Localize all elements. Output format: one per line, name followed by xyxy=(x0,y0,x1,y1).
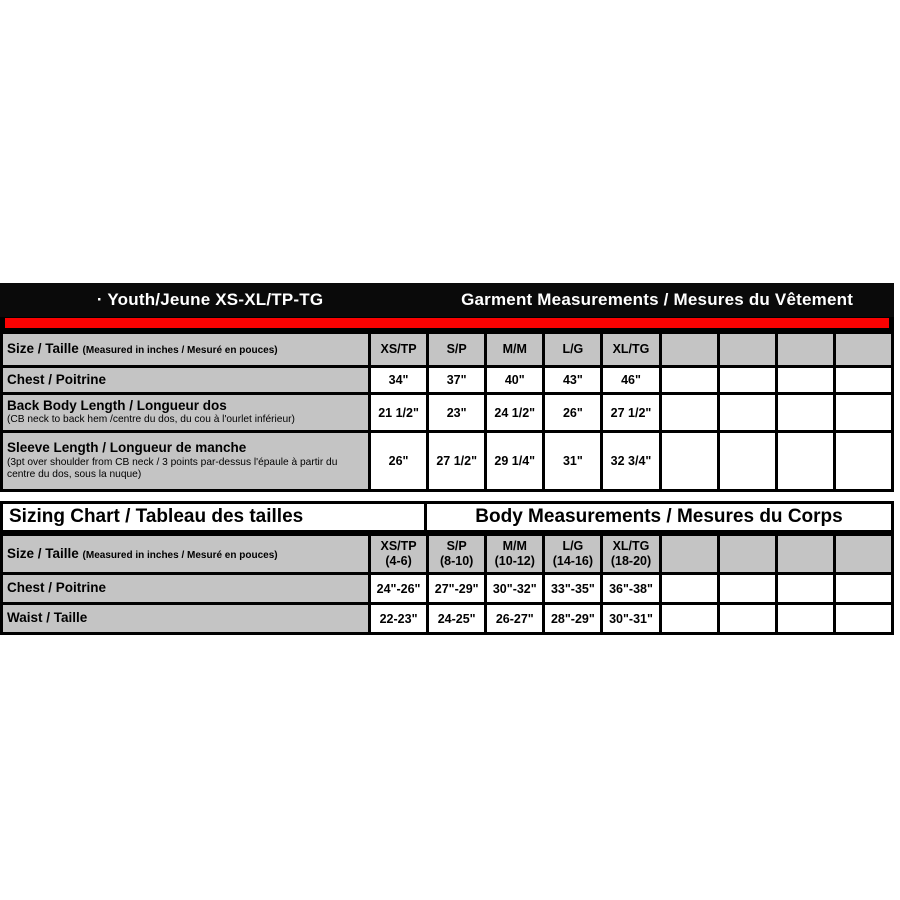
size-column-header: L/G (14-16) xyxy=(544,535,602,574)
garment-table-title: · Youth/Jeune XS-XL/TP-TG xyxy=(96,290,324,309)
empty-header-cell xyxy=(718,535,776,574)
empty-header-cell xyxy=(834,535,892,574)
body-table-title: Sizing Chart / Tableau des tailles xyxy=(3,504,427,530)
empty-header-cell xyxy=(660,333,718,367)
measurement-row-label-cell xyxy=(2,574,370,604)
size-column-header: M/M (10-12) xyxy=(486,535,544,574)
size-column-header: S/P xyxy=(428,333,486,367)
red-divider-stripe xyxy=(0,317,894,331)
empty-value-cell xyxy=(660,394,718,432)
empty-value-cell xyxy=(834,432,892,491)
empty-header-cell xyxy=(776,333,834,367)
empty-header-cell xyxy=(834,333,892,367)
measurement-value-cell: 30"-31" xyxy=(602,604,660,634)
measurement-value-cell: 26" xyxy=(370,432,428,491)
measurement-value-cell: 27"-29" xyxy=(428,574,486,604)
size-row-label: Size / Taille xyxy=(7,341,83,357)
table-gap xyxy=(0,492,894,501)
measurement-value-cell: 33"-35" xyxy=(544,574,602,604)
measurement-value-cell: 24-25" xyxy=(428,604,486,634)
measurement-row-label: Chest / Poitrine xyxy=(7,371,107,387)
measurement-value-cell: 27 1/2" xyxy=(602,394,660,432)
measurement-value-cell: 24"-26" xyxy=(370,574,428,604)
measurement-value-cell: 34" xyxy=(370,367,428,394)
measurement-row-sublabel: (3pt over shoulder from CB neck / 3 points par-dessus l'épaule à partir du centre du dos, sous la nuque) xyxy=(7,456,338,480)
empty-value-cell xyxy=(718,394,776,432)
measurement-row-label: Waist / Taille xyxy=(7,610,88,626)
body-measurements-table xyxy=(0,533,894,635)
size-column-header: S/P (8-10) xyxy=(428,535,486,574)
size-row-label-cell xyxy=(2,535,370,574)
size-row-note: (Measured in inches / Mesuré en pouces) xyxy=(82,549,278,561)
measurement-value-cell: 21 1/2" xyxy=(370,394,428,432)
measurement-row-sublabel: (CB neck to back hem /centre du dos, du cou à l'ourlet inférieur) xyxy=(7,414,295,426)
measurement-value-cell: 29 1/4" xyxy=(486,432,544,491)
body-table-header-row xyxy=(0,501,894,533)
body-measurements-section xyxy=(0,501,894,635)
body-table-heading: Body Measurements / Mesures du Corps xyxy=(475,506,843,527)
size-row-note: (Measured in inches / Mesuré en pouces) xyxy=(82,345,278,357)
empty-value-cell xyxy=(776,394,834,432)
size-column-header: M/M xyxy=(486,333,544,367)
empty-value-cell xyxy=(776,367,834,394)
measurement-value-cell: 30"-32" xyxy=(486,574,544,604)
empty-header-cell xyxy=(718,333,776,367)
measurement-value-cell: 26" xyxy=(544,394,602,432)
empty-value-cell xyxy=(834,574,892,604)
empty-value-cell xyxy=(834,367,892,394)
measurement-value-cell: 24 1/2" xyxy=(486,394,544,432)
measurement-value-cell: 46" xyxy=(602,367,660,394)
empty-value-cell xyxy=(718,432,776,491)
empty-value-cell xyxy=(834,394,892,432)
size-row-label: Size / Taille xyxy=(7,545,83,561)
empty-header-cell xyxy=(660,535,718,574)
empty-value-cell xyxy=(660,604,718,634)
measurement-value-cell: 32 3/4" xyxy=(602,432,660,491)
measurement-row-label-cell xyxy=(2,394,370,432)
empty-value-cell xyxy=(776,604,834,634)
size-row-label-cell xyxy=(2,333,370,367)
empty-value-cell xyxy=(660,432,718,491)
size-column-header: L/G xyxy=(544,333,602,367)
measurement-value-cell: 40" xyxy=(486,367,544,394)
measurement-value-cell: 37" xyxy=(428,367,486,394)
empty-value-cell xyxy=(718,367,776,394)
measurement-value-cell: 22-23" xyxy=(370,604,428,634)
measurement-row-label-cell xyxy=(2,367,370,394)
measurement-row-label: Chest / Poitrine xyxy=(7,580,107,596)
sizing-chart-page xyxy=(0,283,894,635)
empty-value-cell xyxy=(776,432,834,491)
garment-measurements-table xyxy=(0,331,894,492)
garment-table-heading: Garment Measurements / Mesures du Vêtement xyxy=(461,290,854,309)
measurement-row-label: Back Body Length / Longueur dos xyxy=(7,397,227,413)
empty-value-cell xyxy=(660,367,718,394)
size-column-header: XL/TG (18-20) xyxy=(602,535,660,574)
measurement-value-cell: 28"-29" xyxy=(544,604,602,634)
measurement-value-cell: 26-27" xyxy=(486,604,544,634)
size-column-header: XL/TG xyxy=(602,333,660,367)
measurement-row-label-cell xyxy=(2,432,370,491)
measurement-value-cell: 23" xyxy=(428,394,486,432)
size-column-header: XS/TP xyxy=(370,333,428,367)
measurement-row-label: Sleeve Length / Longueur de manche xyxy=(7,440,247,456)
measurement-value-cell: 31" xyxy=(544,432,602,491)
empty-value-cell xyxy=(776,574,834,604)
empty-value-cell xyxy=(834,604,892,634)
empty-value-cell xyxy=(718,574,776,604)
measurement-row-label-cell xyxy=(2,604,370,634)
empty-value-cell xyxy=(660,574,718,604)
empty-header-cell xyxy=(776,535,834,574)
measurement-value-cell: 43" xyxy=(544,367,602,394)
garment-measurements-section xyxy=(0,283,894,492)
garment-table-header-bar xyxy=(0,283,894,317)
measurement-value-cell: 27 1/2" xyxy=(428,432,486,491)
size-column-header: XS/TP (4-6) xyxy=(370,535,428,574)
empty-value-cell xyxy=(718,604,776,634)
measurement-value-cell: 36"-38" xyxy=(602,574,660,604)
